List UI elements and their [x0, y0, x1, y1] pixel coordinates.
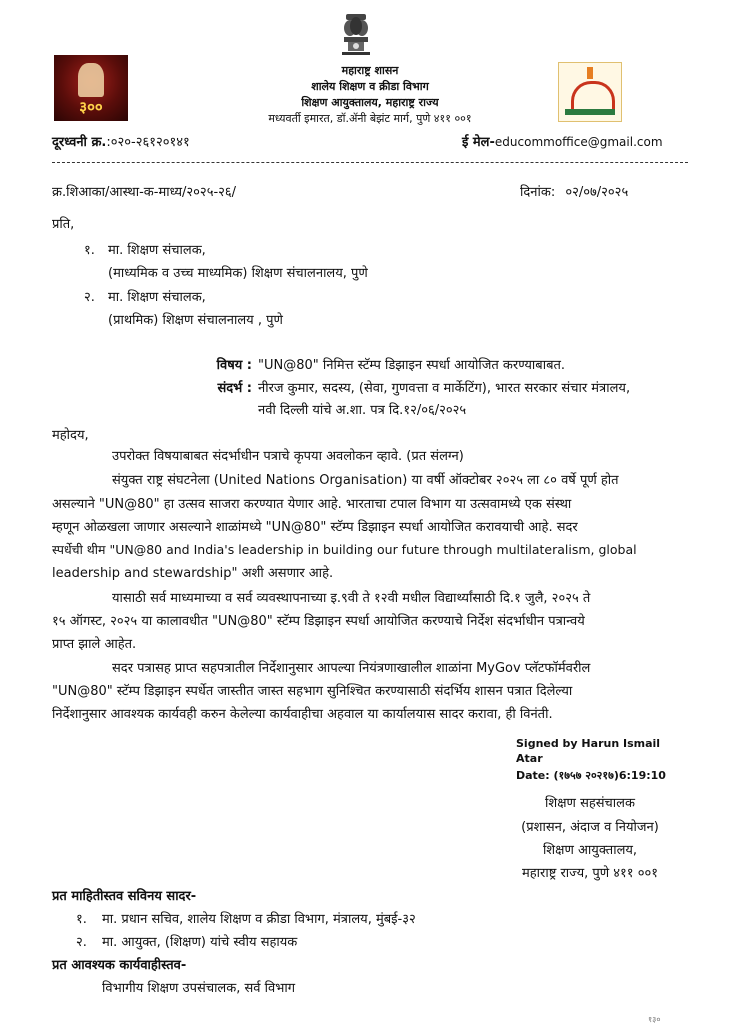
body-p4-line2: "UN@80" स्टॅम्प डिझाइन स्पर्धेत जास्तीत जास्त सहभाग सुनिश्चित करण्यासाठी संदर्भिय शासन पत्रात दिलेल्या	[52, 684, 573, 699]
subject-ref-label: संदर्भ :	[217, 381, 252, 396]
flag-icon	[587, 67, 593, 79]
signed-line3: Date: (१७५७ २०२१७)6:19:10	[516, 769, 666, 782]
subject-label: विषय :	[216, 358, 252, 373]
arch-icon	[571, 81, 615, 110]
state-emblem-icon	[336, 10, 376, 58]
designation-4: महाराष्ट्र राज्य, पुणे ४११ ००१	[522, 866, 658, 881]
designation-1: शिक्षण सहसंचालक	[545, 796, 635, 811]
body-p1: उपरोक्त विषयाबाबत संदर्भाधीन पत्राचे कृपया अवलोकन व्हावे. (प्रत संलग्न)	[112, 449, 464, 464]
signed-line2: Atar	[516, 752, 543, 765]
email-value[interactable]: educommoffice@gmail.com	[494, 135, 663, 149]
designation-2: (प्रशासन, अंदाज व नियोजन)	[521, 820, 659, 835]
email-label: ई मेल-	[462, 135, 495, 150]
body-p4-line3: निर्देशानुसार आवश्यक कार्यवही करुन केलेल्या कार्यवाहीचा अहवाल या कार्यालयास सादर करावा, ही विनंती.	[52, 707, 553, 722]
reference-date	[520, 182, 628, 200]
email-line	[462, 132, 663, 150]
logo-left	[54, 55, 128, 121]
copy-1: मा. प्रधान सचिव, शालेय शिक्षण व क्रीडा विभाग, मंत्रालय, मुंबई-३२	[102, 912, 416, 927]
phone-value: :०२०-२६१२०१४१	[106, 135, 190, 150]
subject-ref-line2: नवी दिल्ली यांचे अ.शा. पत्र दि.१२/०६/२०२५	[258, 403, 467, 418]
header-line1: महाराष्ट्र शासन	[341, 64, 399, 77]
logo-left-text: ३००	[79, 98, 103, 116]
header-address: मध्यवर्ती इमारत, डॉ.ॲनी बेझंट मार्ग, पुणे ४११ ००१	[268, 112, 472, 125]
designation-3: शिक्षण आयुक्तालय,	[542, 843, 638, 858]
header-divider	[52, 162, 688, 163]
header-line2: शालेय शिक्षण व क्रीडा विभाग	[311, 80, 429, 93]
body-p3-line3: प्राप्त झाले आहेत.	[52, 637, 137, 652]
date-label: दिनांक:	[520, 185, 556, 200]
copies-action-heading: प्रत आवश्यक कार्यवाहीस्तव-	[52, 958, 187, 973]
action-1: विभागीय शिक्षण उपसंचालक, सर्व विभाग	[102, 981, 296, 996]
recipient-1-line1: मा. शिक्षण संचालक,	[108, 243, 206, 258]
recipient-2-line1: मा. शिक्षण संचालक,	[108, 290, 206, 305]
recipient-2-num: २.	[84, 290, 95, 305]
phone-line	[52, 132, 190, 150]
copy-2-num: २.	[76, 935, 87, 950]
body-p2-line3: म्हणून ओळखला जाणार असल्याने शाळांमध्ये "UN@80" स्टॅम्प डिझाइन स्पर्धा आयोजित करावयाची आहे. सदर	[52, 520, 578, 535]
recipient-1-num: १.	[84, 243, 95, 258]
subject-text: "UN@80" निमित्त स्टॅम्प डिझाइन स्पर्धा आयोजित करण्याबाबत.	[258, 358, 566, 373]
corner-mark: १३०	[648, 1015, 661, 1024]
body-p2-line2: असल्याने "UN@80" हा उत्सव साजरा करण्यात येणार आहे. भारताचा टपाल विभाग या उत्सवामध्ये एक संस्था	[52, 497, 572, 512]
reference-number: क्र.शिआका/आस्था-क-माध्य/२०२५-२६/	[52, 185, 237, 200]
logo-right	[558, 62, 622, 122]
salutation: महोदय,	[52, 428, 89, 443]
body-p2-line4: स्पर्धेची थीम "UN@80 and India's leadership in building our future through multilateralism, global	[52, 542, 637, 557]
ribbon-icon	[565, 109, 615, 115]
prati: प्रति,	[52, 217, 75, 232]
header-line3: शिक्षण आयुक्तालय, महाराष्ट्र राज्य	[301, 96, 439, 109]
copy-1-num: १.	[76, 912, 87, 927]
body-p2-line5: leadership and stewardship" अशी असणार आहे.	[52, 566, 334, 581]
body-p3-line2: १५ ऑगस्ट, २०२५ या कालावधीत "UN@80" स्टॅम्प डिझाइन स्पर्धा आयोजित करण्याचे निर्देश संदर्भाधीन पत्रान्वये	[52, 614, 585, 629]
body-p4-line1: सदर पत्रासह प्राप्त सहपत्रातील निर्देशानुसार आपल्या नियंत्रणाखालील शाळांना MyGov प्लॅटफॉर्मवरील	[112, 661, 591, 676]
signed-line1: Signed by Harun Ismail	[516, 737, 661, 750]
phone-label: दूरध्वनी क्र.	[52, 135, 107, 150]
recipient-1-line2: (माध्यमिक व उच्च माध्यमिक) शिक्षण संचालनालय, पुणे	[108, 266, 368, 281]
subject-ref-line1: नीरज कुमार, सदस्य, (सेवा, गुणवत्ता व मार्केटिंग), भारत सरकार संचार मंत्रालय,	[258, 381, 631, 396]
copy-2: मा. आयुक्त, (शिक्षण) यांचे स्वीय सहायक	[102, 935, 298, 950]
body-p2-line1: संयुक्त राष्ट्र संघटनेला (United Nations Organisation) या वर्षी ऑक्टोबर २०२५ ला ८० वर्षे पूर्ण होत	[112, 473, 619, 488]
recipient-2-line2: (प्राथमिक) शिक्षण संचालनालय , पुणे	[108, 313, 283, 328]
copies-info-heading: प्रत माहितीस्तव सविनय सादर-	[52, 889, 197, 904]
figure-icon	[78, 63, 104, 97]
body-p3-line1: यासाठी सर्व माध्यमाच्या व सर्व व्यवस्थापनाच्या इ.९वी ते १२वी मधील विद्यार्थ्यांसाठी दि.१ जुलै, २०२५ ते	[112, 591, 591, 606]
date-value: ०२/०७/२०२५	[565, 185, 629, 200]
